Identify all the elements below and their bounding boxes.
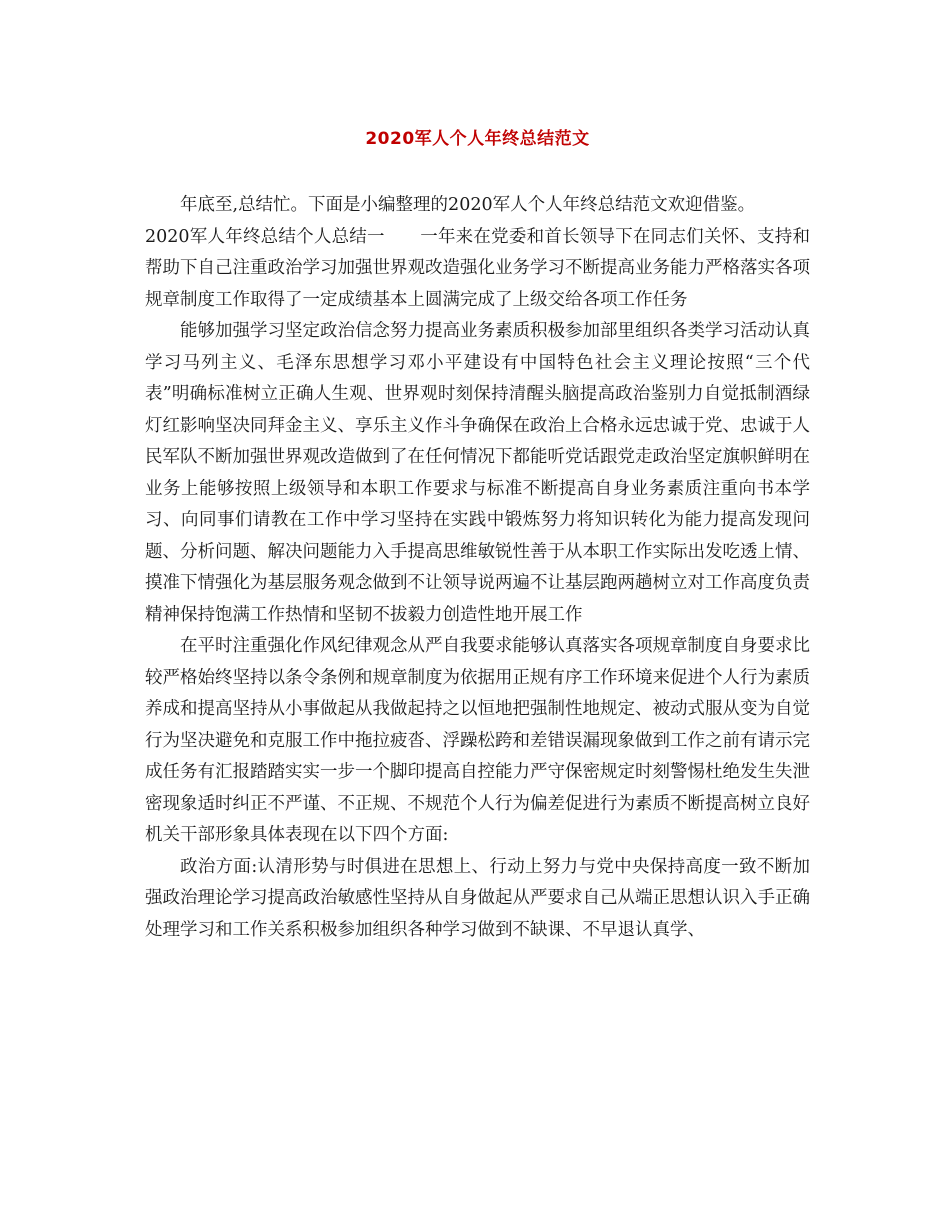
paragraph-intro: 年底至,总结忙。下面是小编整理的2020军人个人年终总结范文欢迎借鉴。 bbox=[180, 195, 756, 215]
document-page bbox=[145, 0, 810, 1230]
document-body bbox=[145, 190, 810, 946]
paragraph-4: 政治方面:认清形势与时俱进在思想上、行动上努力与党中央保持高度一致不断加强政治理论学习提高政治敏感性坚持从自身做起从严要求自己从端正思想认识入手正确处理学习和工作关系积极参加组织各种学习做到不缺课、不早退认真学、 bbox=[145, 856, 810, 940]
paragraph-3: 在平时注重强化作风纪律观念从严自我要求能够认真落实各项规章制度自身要求比较严格始终坚持以条令条例和规章制度为依据用正规有序工作环境来促进个人行为素质养成和提高坚持从小事做起从我做起持之以恒地把强制性地规定、被动式服从变为自觉行为坚决避免和克服工作中拖拉疲沓、浮躁松跨和差错误漏现象做到工作之前有请示完成任务有汇报踏踏实实一步一个脚印提高自控能力严守保密规定时刻警惕杜绝发生失泄密现象适时纠正不严谨、不正规、不规范个人行为偏差促进行为素质不断提高树立良好机关干部形象具体表现在以下四个方面: bbox=[145, 636, 810, 845]
paragraph-1: 2020军人年终总结个人总结一 一年来在党委和首长领导下在同志们关怀、支持和帮助下自己注重政治学习加强世界观改造强化业务学习不断提高业务能力严格落实各项规章制度工作取得了一定成绩基本上圆满完成了上级交给各项工作任务 bbox=[145, 226, 810, 310]
paragraph-2: 能够加强学习坚定政治信念努力提高业务素质积极参加部里组织各类学习活动认真学习马列主义、毛泽东思想学习邓小平建设有中国特色社会主义理论按照“三个代表”明确标准树立正确人生观、世界观时刻保持清醒头脑提高政治鉴别力自觉抵制酒绿灯红影响坚决同拜金主义、享乐主义作斗争确保在政治上合格永远忠诚于党、忠诚于人民军队不断加强世界观改造做到了在任何情况下都能听党话跟党走政治坚定旗帜鲜明在业务上能够按照上级领导和本职工作要求与标准不断提高自身业务素质注重向书本学习、向同事们请教在工作中学习坚持在实践中锻炼努力将知识转化为能力提高发现问题、分析问题、解决问题能力入手提高思维敏锐性善于从本职工作实际出发吃透上情、摸准下情强化为基层服务观念做到不让领导说两遍不让基层跑两趟树立对工作高度负责精神保持饱满工作热情和坚韧不拔毅力创造性地开展工作 bbox=[145, 321, 810, 625]
document-title: 2020军人个人年终总结范文 bbox=[365, 129, 590, 149]
